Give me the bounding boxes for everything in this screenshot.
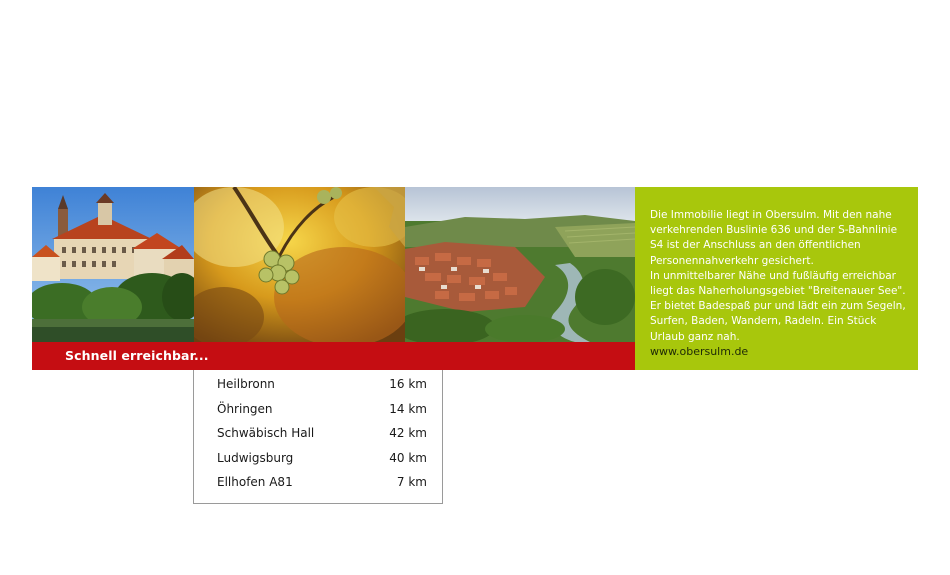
distance-km: 16 km [389,377,427,391]
distance-city: Öhringen [217,402,273,416]
distance-km: 40 km [389,451,427,465]
distance-km: 14 km [389,402,427,416]
distance-city: Ellhofen A81 [217,475,293,489]
info-panel [635,187,918,370]
distance-row [217,402,427,420]
distance-city: Heilbronn [217,377,275,391]
grapes-vine-photo [194,187,405,342]
distance-row [217,377,427,395]
distance-row [217,426,427,444]
distance-city: Ludwigsburg [217,451,294,465]
info-text: Die Immobilie liegt in Obersulm. Mit den nahe verkehrenden Buslinie 636 und der S-Bahnlinie S4 ist der Anschluss an den öffentlichen Personennahverkehr gesichert. In unmittelbarer Nähe und fußläufig erreichbar liegt das Naherholungsgebiet "Breitenauer See". Er bietet Badespaß pur und lädt ein zum Segeln, Surfen, Baden, Wandern, Radeln. Ein Stück Urlaub ganz nah. [650,209,906,343]
distance-table [193,370,443,504]
aerial-town-photo [405,187,635,342]
distance-km: 7 km [396,475,427,489]
distance-city: Schwäbisch Hall [217,426,315,440]
town-church-photo [32,187,194,342]
banner-title: Schnell erreichbar... [65,348,209,363]
distance-km: 42 km [389,426,427,440]
distance-row [217,451,427,469]
red-banner [32,342,635,370]
distance-row [217,475,427,493]
obersulm-link[interactable]: www.obersulm.de [650,345,749,358]
